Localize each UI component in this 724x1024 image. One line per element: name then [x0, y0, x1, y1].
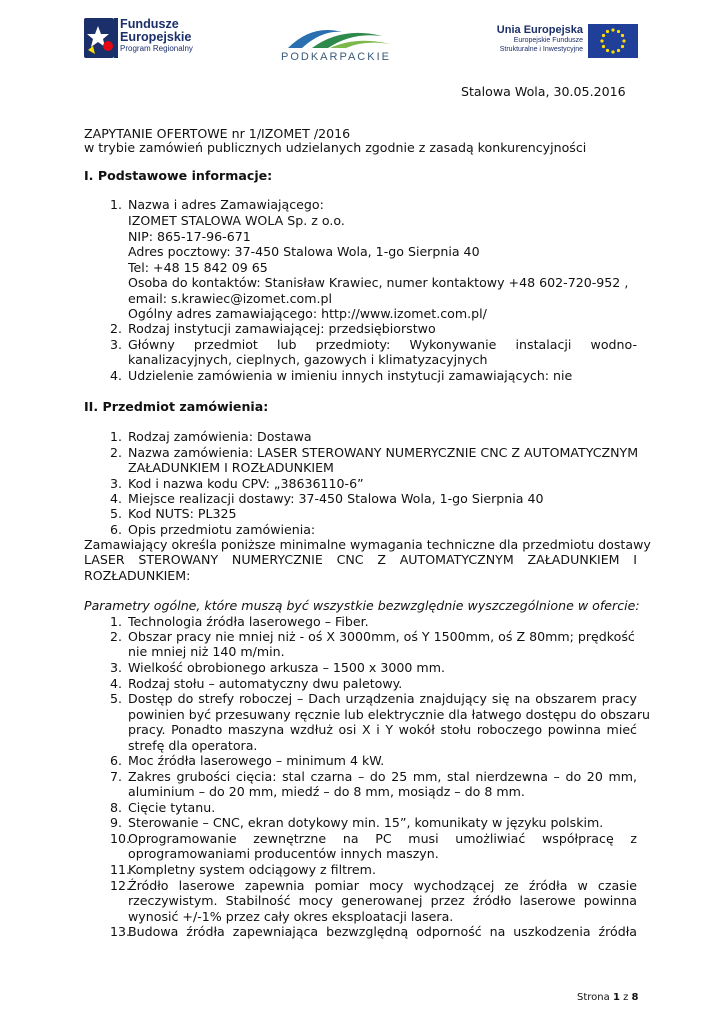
p1-line1: Technologia źródła laserowego – Fiber. — [128, 614, 369, 629]
p11-line1: Kompletny system odciągowy z filtrem. — [128, 862, 376, 877]
page-footer — [577, 990, 639, 1005]
p5-num: 5. — [110, 691, 123, 706]
s2-desc-line1: Zamawiający określa poniższe minimalne wymagania techniczne dla przedmiotu dostawy — [84, 537, 651, 552]
s1-item1-line1: Nazwa i adres Zamawiającego: — [128, 197, 324, 212]
footer-sep: z — [623, 992, 629, 1003]
s2-item4-num: 4. — [110, 491, 123, 506]
p12-line1: Źródło laserowe zapewnia pomiar mocy wychodzącej ze źródła w czasie — [128, 878, 637, 893]
footer-page: 1 — [612, 992, 620, 1003]
footer-total: 8 — [631, 992, 639, 1003]
p4-num: 4. — [110, 676, 123, 691]
podkarpackie-logo — [272, 22, 400, 66]
section2-heading: II. Przedmiot zamówienia: — [84, 399, 269, 414]
p5-line1: Dostęp do strefy roboczej – Dach urządzenia znajdujący się na obszarem pracy — [128, 691, 637, 706]
p10-num: 10. — [110, 831, 131, 846]
s2-item6-num: 6. — [110, 522, 123, 537]
p2-line1: Obszar pracy nie mniej niż - oś X 3000mm, oś Y 1500mm, oś Z 80mm; prędkość — [128, 629, 635, 644]
s2-item2-line2: ZAŁADUNKIEM I ROZŁADUNKIEM — [128, 460, 334, 475]
s1-item4-num: 4. — [110, 368, 123, 383]
p12-line2: rzeczywistym. Stabilność mocy generowanej przez źródło laserowe powinna — [128, 893, 637, 908]
s2-item1-line1: Rodzaj zamówienia: Dostawa — [128, 429, 312, 444]
p5-line2: powinien być przesuwany ręcznie lub elektrycznie dla łatwego dostępu do obszaru — [128, 707, 650, 722]
s1-item3-line2: kanalizacyjnych, cieplnych, gazowych i klimatyzacyjnych — [128, 352, 488, 367]
p1-num: 1. — [110, 614, 123, 629]
p7-line2: aluminium – do 20 mm, miedź – do 8 mm, mosiądz – do 8 mm. — [128, 784, 525, 799]
s1-item1-line8: Ogólny adres zamawiającego: http://www.izomet.com.pl/ — [128, 306, 487, 321]
eu-flag-icon — [588, 24, 638, 58]
s2-item2-num: 2. — [110, 445, 123, 460]
p13-line1: Budowa źródła zapewniająca bezwzględną odporność na uszkodzenia źródła — [128, 924, 637, 939]
fe-line3: Program Regionalny — [120, 44, 193, 53]
footer-label: Strona — [577, 992, 610, 1003]
s1-item2-line1: Rodzaj instytucji zamawiającej: przedsiębiorstwo — [128, 321, 436, 336]
p6-num: 6. — [110, 753, 123, 768]
s2-item1-num: 1. — [110, 429, 123, 444]
podkarpackie-text: PODKARPACKIE — [281, 51, 391, 63]
document-title: ZAPYTANIE OFERTOWE nr 1/IZOMET /2016 — [84, 126, 351, 141]
s1-item1-line5: Tel: +48 15 842 09 65 — [128, 260, 268, 275]
p5-line4: strefę dla operatora. — [128, 738, 258, 753]
fundusze-europejskie-logo — [84, 14, 214, 66]
p7-num: 7. — [110, 769, 123, 784]
s2-item3-num: 3. — [110, 476, 123, 491]
p12-num: 12. — [110, 878, 131, 893]
s1-item1-line3: NIP: 865-17-96-671 — [128, 229, 251, 244]
p2-num: 2. — [110, 629, 123, 644]
s2-item2-line1: Nazwa zamówienia: LASER STEROWANY NUMERYCZNIE CNC Z AUTOMATYCZNYM — [128, 445, 639, 460]
p9-line1: Sterowanie – CNC, ekran dotykowy min. 15”, komunikaty w języku polskim. — [128, 815, 604, 830]
s2-desc-line2: LASER STEROWANY NUMERYCZNIE CNC Z AUTOMATYCZNYM ZAŁADUNKIEM I — [84, 552, 637, 567]
p8-line1: Cięcie tytanu. — [128, 800, 216, 815]
p3-line1: Wielkość obrobionego arkusza – 1500 x 3000 mm. — [128, 660, 445, 675]
p10-line2: oprogramowaniami producentów innych maszyn. — [128, 846, 439, 861]
ue-line3: Strukturalne i Inwestycyjne — [499, 46, 583, 53]
p11-num: 11. — [110, 862, 131, 877]
document-date: Stalowa Wola, 30.05.2016 — [461, 84, 626, 99]
s1-item3-line1: Główny przedmiot lub przedmioty: Wykonywanie instalacji wodno- — [128, 337, 637, 352]
p2-line2: nie mniej niż 140 m/min. — [128, 644, 285, 659]
p4-line1: Rodzaj stołu – automatyczny dwu paletowy. — [128, 676, 403, 691]
s2-item5-num: 5. — [110, 506, 123, 521]
s1-item4-line1: Udzielenie zamówienia w imieniu innych instytucji zamawiających: nie — [128, 368, 573, 383]
s2-item6-line1: Opis przedmiotu zamówienia: — [128, 522, 316, 537]
ue-line2: Europejskie Fundusze — [513, 37, 583, 44]
s1-item1-line7: email: s.krawiec@izomet.com.pl — [128, 291, 332, 306]
p3-num: 3. — [110, 660, 123, 675]
p8-num: 8. — [110, 800, 123, 815]
s1-item2-num: 2. — [110, 321, 123, 336]
p10-line1: Oprogramowanie zewnętrzne na PC musi umożliwiać współpracę z — [128, 831, 637, 846]
header-logos — [0, 0, 724, 80]
p12-line3: wynosić +/-1% przez cały okres eksploatacji lasera. — [128, 909, 454, 924]
p6-line1: Moc źródła laserowego – minimum 4 kW. — [128, 753, 385, 768]
s1-item3-num: 3. — [110, 337, 123, 352]
s1-item1-line6: Osoba do kontaktów: Stanisław Krawiec, numer kontaktowy +48 602-720-952 , — [128, 275, 629, 290]
s2-item4-line1: Miejsce realizacji dostawy: 37-450 Stalowa Wola, 1-go Sierpnia 40 — [128, 491, 544, 506]
s1-item1-line4: Adres pocztowy: 37-450 Stalowa Wola, 1-go Sierpnia 40 — [128, 244, 480, 259]
s2-desc-line3: ROZŁADUNKIEM: — [84, 568, 191, 583]
fe-star-icon — [84, 16, 118, 60]
fe-line1: Fundusze — [120, 17, 179, 31]
p5-line3: pracy. Ponadto maszyna wzdłuż osi X i Y wokół stołu roboczego powinna mieć — [128, 722, 637, 737]
ue-line1: Unia Europejska — [496, 24, 583, 36]
s2-item5-line1: Kod NUTS: PL325 — [128, 506, 237, 521]
podkarpackie-hills-icon — [272, 22, 400, 50]
s2-item3-line1: Kod i nazwa kodu CPV: „38636110-6” — [128, 476, 364, 491]
document-subtitle: w trybie zamówień publicznych udzielanych zgodnie z zasadą konkurencyjności — [84, 140, 587, 155]
unia-europejska-logo — [480, 24, 660, 64]
fe-line2: Europejskie — [120, 30, 192, 44]
s1-item1-line2: IZOMET STALOWA WOLA Sp. z o.o. — [128, 213, 345, 228]
s1-item1-num: 1. — [110, 197, 123, 212]
p13-num: 13. — [110, 924, 131, 939]
section1-heading: I. Podstawowe informacje: — [84, 168, 273, 183]
p7-line1: Zakres grubości cięcia: stal czarna – do 25 mm, stal nierdzewna – do 20 mm, — [128, 769, 637, 784]
params-intro: Parametry ogólne, które muszą być wszystkie bezwzględnie wyszczególnione w ofercie: — [84, 598, 640, 613]
p9-num: 9. — [110, 815, 123, 830]
